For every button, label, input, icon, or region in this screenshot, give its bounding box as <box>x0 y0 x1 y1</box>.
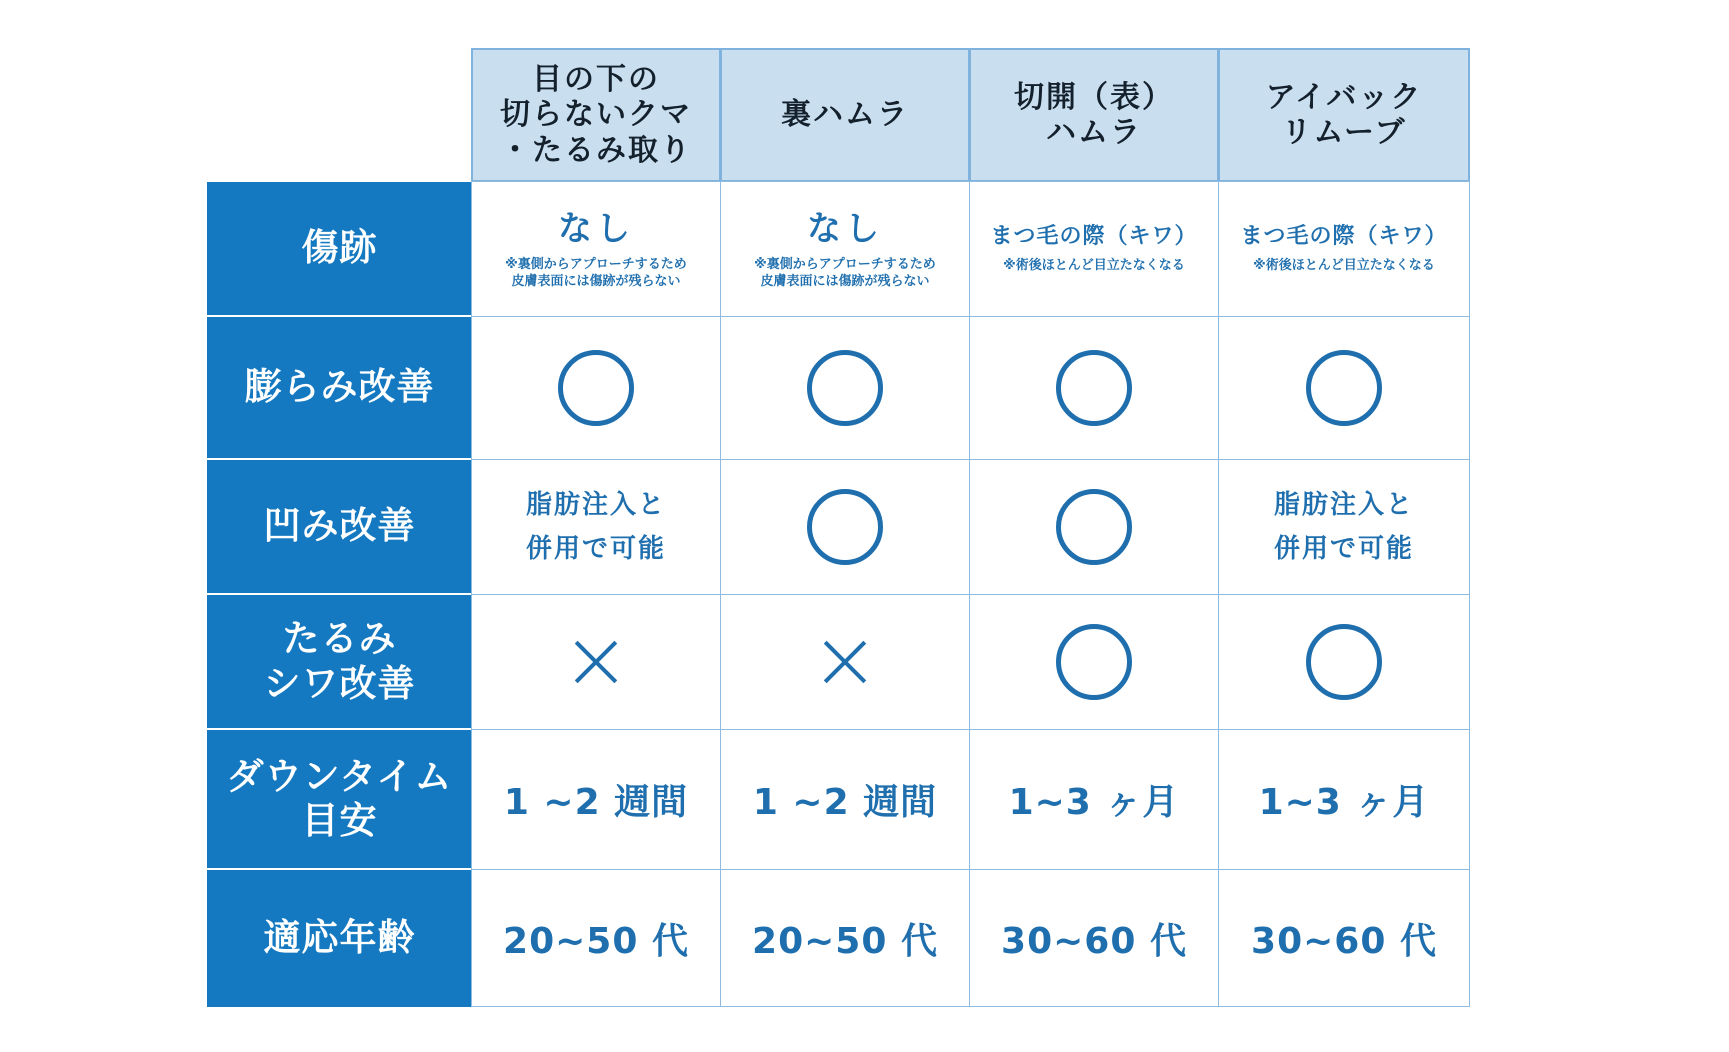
cross-mark-icon <box>823 640 867 684</box>
row-label-line: 凹み改善 <box>263 504 416 548</box>
column-header-line: 切開（表） <box>1014 79 1174 115</box>
combo-text-line: 併用で可能 <box>525 534 666 564</box>
row-label <box>207 182 472 317</box>
circle-mark-icon <box>1056 624 1132 700</box>
scar-note <box>1253 258 1435 275</box>
row-label-line: 適応年齢 <box>263 916 416 960</box>
table-cell <box>1218 869 1470 1007</box>
scar-note-line: ※裏側からアプローチするため <box>505 257 687 273</box>
table-cell <box>1218 316 1470 460</box>
column-header <box>471 48 721 182</box>
column-header <box>1218 48 1470 182</box>
circle-mark-icon <box>807 350 883 426</box>
row-label <box>207 730 472 870</box>
value-text: 1~3 ヶ月 <box>1258 782 1430 823</box>
table-cell <box>969 869 1219 1007</box>
circle-mark-icon <box>1056 350 1132 426</box>
combo-text-line: 脂肪注入と <box>525 489 666 520</box>
table-cell <box>969 316 1219 460</box>
cross-mark-icon <box>574 640 618 684</box>
combo-text-line: 脂肪注入と <box>1273 489 1414 520</box>
value-text: 1 ~2 週間 <box>752 782 938 823</box>
column-header-line: 目の下の <box>532 61 660 97</box>
scar-note-line: ※術後ほとんど目立たなくなる <box>1253 257 1435 273</box>
combo-text <box>1274 483 1414 571</box>
column-header <box>969 48 1219 182</box>
table-cell <box>471 594 721 730</box>
row-label <box>207 317 472 460</box>
scar-note <box>505 257 687 291</box>
table-cell <box>471 729 721 870</box>
row-label <box>207 870 472 1007</box>
table-cell <box>1218 459 1470 595</box>
comparison-table <box>207 48 1470 1010</box>
scar-main-text: なし <box>558 209 634 250</box>
table-cell <box>1218 181 1470 317</box>
column-header-line: リムーブ <box>1281 115 1407 150</box>
scar-note-line: ※裏側からアプローチするため <box>754 257 936 273</box>
value-text: 30~60 代 <box>1251 920 1437 962</box>
table-cell <box>471 316 721 460</box>
table-cell <box>1218 594 1470 730</box>
column-header-line: 切らないクマ <box>500 97 692 133</box>
row-label-line: たるみ <box>282 617 397 661</box>
scar-main-text: なし <box>807 209 883 250</box>
value-text: 20~50 代 <box>503 920 689 962</box>
table-cell <box>471 181 721 317</box>
row-label <box>207 460 472 595</box>
table-cell <box>720 316 970 460</box>
column-header <box>720 48 970 182</box>
column-header-line: ハムラ <box>1046 115 1142 150</box>
row-label-line: 傷跡 <box>301 226 378 270</box>
combo-text <box>526 483 666 571</box>
row-label-line: 目安 <box>301 799 378 842</box>
row-label-line: シワ改善 <box>263 661 416 705</box>
scar-main-text: まつ毛の際（キワ） <box>1240 224 1448 250</box>
column-header-line: ・たるみ取り <box>500 132 692 168</box>
value-text: 30~60 代 <box>1001 920 1187 962</box>
scar-note-line: ※術後ほとんど目立たなくなる <box>1003 257 1185 273</box>
value-text: 20~50 代 <box>752 920 938 962</box>
table-cell <box>1218 729 1470 870</box>
scar-note <box>754 257 936 291</box>
table-cell <box>969 594 1219 730</box>
table-cell <box>720 594 970 730</box>
table-corner <box>207 48 472 182</box>
table-cell <box>720 729 970 870</box>
table-cell <box>720 181 970 317</box>
scar-main-text: まつ毛の際（キワ） <box>990 224 1198 250</box>
column-header-line: 裏ハムラ <box>781 97 909 133</box>
circle-mark-icon <box>1306 350 1382 426</box>
scar-note <box>1003 258 1185 275</box>
table-cell <box>969 459 1219 595</box>
scar-note-line: 皮膚表面には傷跡が残らない <box>760 274 930 290</box>
row-label-line: ダウンタイム <box>226 754 453 798</box>
row-label-line: 膨らみ改善 <box>244 365 435 409</box>
table-cell <box>471 869 721 1007</box>
circle-mark-icon <box>1306 624 1382 700</box>
table-cell <box>969 181 1219 317</box>
circle-mark-icon <box>1056 489 1132 565</box>
table-cell <box>720 869 970 1007</box>
column-header-line: アイバック <box>1265 79 1423 115</box>
value-text: 1~3 ヶ月 <box>1008 782 1180 823</box>
value-text: 1 ~2 週間 <box>503 782 689 823</box>
table-cell <box>720 459 970 595</box>
combo-text-line: 併用で可能 <box>1273 534 1414 564</box>
circle-mark-icon <box>558 350 634 426</box>
table-cell <box>969 729 1219 870</box>
row-label <box>207 595 472 730</box>
table-cell <box>471 459 721 595</box>
scar-note-line: 皮膚表面には傷跡が残らない <box>511 274 681 290</box>
circle-mark-icon <box>807 489 883 565</box>
